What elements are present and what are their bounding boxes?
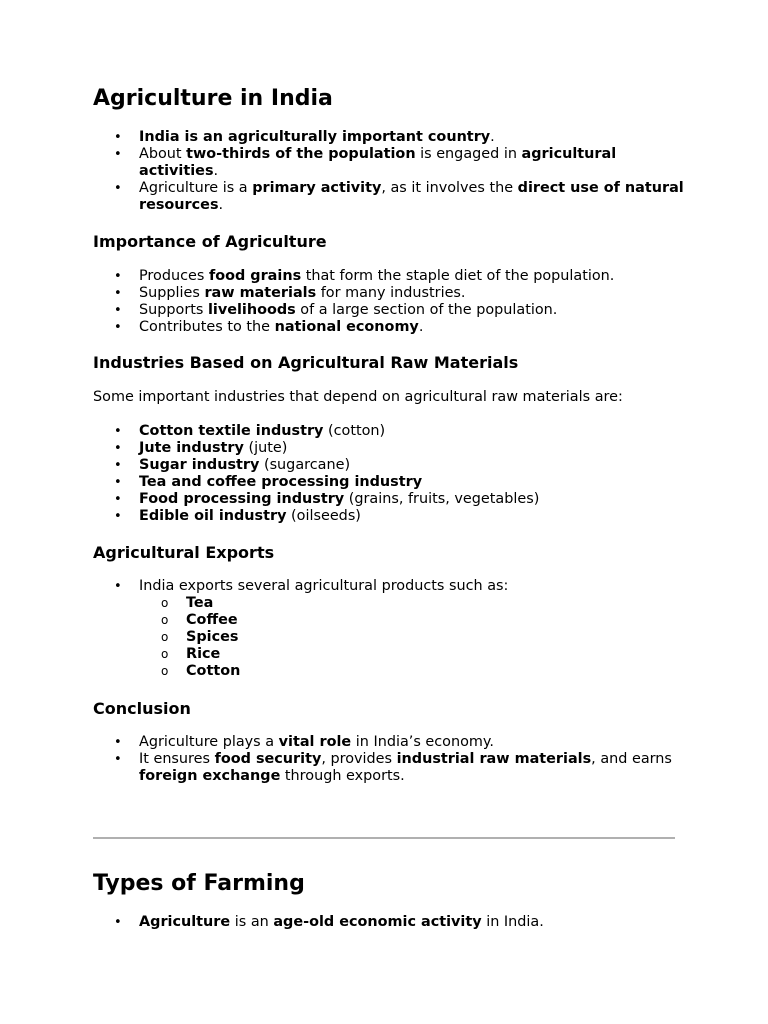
text-run: through exports. (280, 768, 405, 784)
list-item (93, 578, 693, 680)
bullet-icon: • (114, 269, 122, 284)
farming-list (93, 914, 693, 931)
text-run: (sugarcane) (259, 457, 351, 473)
list-item (93, 474, 693, 491)
text-run: Agriculture plays a (139, 734, 279, 750)
section-title-farming: Types of Farming (93, 871, 305, 896)
sublist-item (139, 629, 693, 646)
list-item (93, 180, 693, 214)
bold-text: food security (214, 751, 322, 767)
bullet-icon: • (114, 181, 122, 196)
text-run: , and earns (591, 751, 672, 767)
text-run: that form the staple diet of the population. (301, 268, 615, 284)
bullet-icon: • (114, 735, 122, 750)
export-product: Spices (186, 629, 239, 645)
text-run: . (490, 129, 495, 145)
list-item (93, 146, 693, 180)
bullet-icon: • (114, 509, 122, 524)
agri-list (93, 129, 693, 214)
export-product: Rice (186, 646, 221, 662)
text-run: Produces (139, 268, 209, 284)
bold-text: two-thirds of the population (186, 146, 416, 162)
section-heading-conclusion: Conclusion (93, 699, 191, 718)
section-heading-industries: Industries Based on Agricultural Raw Materials (93, 353, 519, 372)
industries-list (93, 423, 693, 525)
horizontal-divider (93, 837, 675, 839)
industries-intro: Some important industries that depend on agricultural raw materials are: (93, 389, 623, 405)
exports-list (93, 578, 693, 680)
bold-text: industrial raw materials (396, 751, 592, 767)
bold-text: Cotton textile industry (139, 423, 324, 439)
bold-text: direct use of natural resources (139, 180, 684, 213)
sublist-item (139, 595, 693, 612)
bullet-icon: • (114, 579, 122, 594)
text-run: Contributes to the (139, 319, 275, 335)
bullet-icon: • (114, 492, 122, 507)
bullet-icon: • (114, 424, 122, 439)
bold-text: vital role (278, 734, 352, 750)
text-run: About (139, 146, 187, 162)
text-run: Supplies (139, 285, 205, 301)
text-run: is an (230, 914, 274, 930)
list-item (93, 914, 693, 931)
bullet-icon: • (114, 303, 122, 318)
text-run: of a large section of the population. (295, 302, 558, 318)
text-run: is engaged in (415, 146, 522, 162)
text-run: (cotton) (323, 423, 386, 439)
export-product: Coffee (186, 612, 238, 628)
text-run: (jute) (243, 440, 288, 456)
bold-text: India is an agriculturally important country (139, 129, 491, 145)
circle-bullet-icon: o (161, 613, 169, 627)
conclusion-list (93, 734, 693, 785)
text-run: Supports (139, 302, 208, 318)
importance-list (93, 268, 693, 336)
bold-text: age-old economic activity (273, 914, 482, 930)
list-item (93, 319, 693, 336)
list-item (93, 734, 693, 751)
text-run: (grains, fruits, vegetables) (344, 491, 540, 507)
text-run: , as it involves the (381, 180, 518, 196)
bullet-icon: • (114, 130, 122, 145)
bold-text: primary activity (252, 180, 382, 196)
bold-text: Tea and coffee processing industry (139, 474, 423, 490)
export-product: Cotton (186, 663, 241, 679)
bold-text: national economy (274, 319, 419, 335)
bold-text: food grains (208, 268, 302, 284)
text-run: (oilseeds) (286, 508, 361, 524)
bold-text: agricultural activities (139, 146, 617, 179)
bold-text: livelihoods (207, 302, 296, 318)
bullet-icon: • (114, 458, 122, 473)
text-run: . (213, 163, 219, 179)
text-run: in India. (481, 914, 544, 930)
page-title: Agriculture in India (93, 86, 333, 111)
bold-text: Edible oil industry (139, 508, 287, 524)
text-run: . (418, 319, 424, 335)
sublist-item (139, 663, 693, 680)
sublist-item (139, 646, 693, 663)
bold-text: raw materials (204, 285, 317, 301)
bullet-icon: • (114, 915, 122, 930)
list-item (93, 440, 693, 457)
text-run: Agriculture is a (139, 180, 253, 196)
list-item (93, 268, 693, 285)
list-item (93, 285, 693, 302)
bullet-icon: • (114, 147, 122, 162)
list-item (93, 508, 693, 525)
list-item (93, 129, 693, 146)
list-item (93, 302, 693, 319)
text-run: . (218, 197, 224, 213)
exports-lead: India exports several agricultural products such as: (139, 578, 509, 594)
sublist-item (139, 612, 693, 629)
bold-text: foreign exchange (139, 768, 281, 784)
circle-bullet-icon: o (161, 596, 169, 610)
bullet-icon: • (114, 752, 122, 767)
text-run: It ensures (139, 751, 215, 767)
text-run: for many industries. (316, 285, 466, 301)
text-run: in India’s economy. (351, 734, 494, 750)
text-run: , provides (321, 751, 397, 767)
circle-bullet-icon: o (161, 630, 169, 644)
export-product: Tea (186, 595, 214, 611)
bullet-icon: • (114, 320, 122, 335)
section-heading-exports: Agricultural Exports (93, 543, 275, 562)
circle-bullet-icon: o (161, 647, 169, 661)
list-item (93, 457, 693, 474)
bold-text: Food processing industry (139, 491, 345, 507)
list-item (93, 751, 693, 785)
bold-text: Sugar industry (139, 457, 260, 473)
bold-text: Agriculture (139, 914, 231, 930)
bullet-icon: • (114, 475, 122, 490)
circle-bullet-icon: o (161, 664, 169, 678)
exports-sublist (139, 595, 693, 680)
bullet-icon: • (114, 441, 122, 456)
section-heading-importance: Importance of Agriculture (93, 232, 327, 251)
list-item (93, 423, 693, 440)
bold-text: Jute industry (139, 440, 244, 456)
bullet-icon: • (114, 286, 122, 301)
list-item (93, 491, 693, 508)
